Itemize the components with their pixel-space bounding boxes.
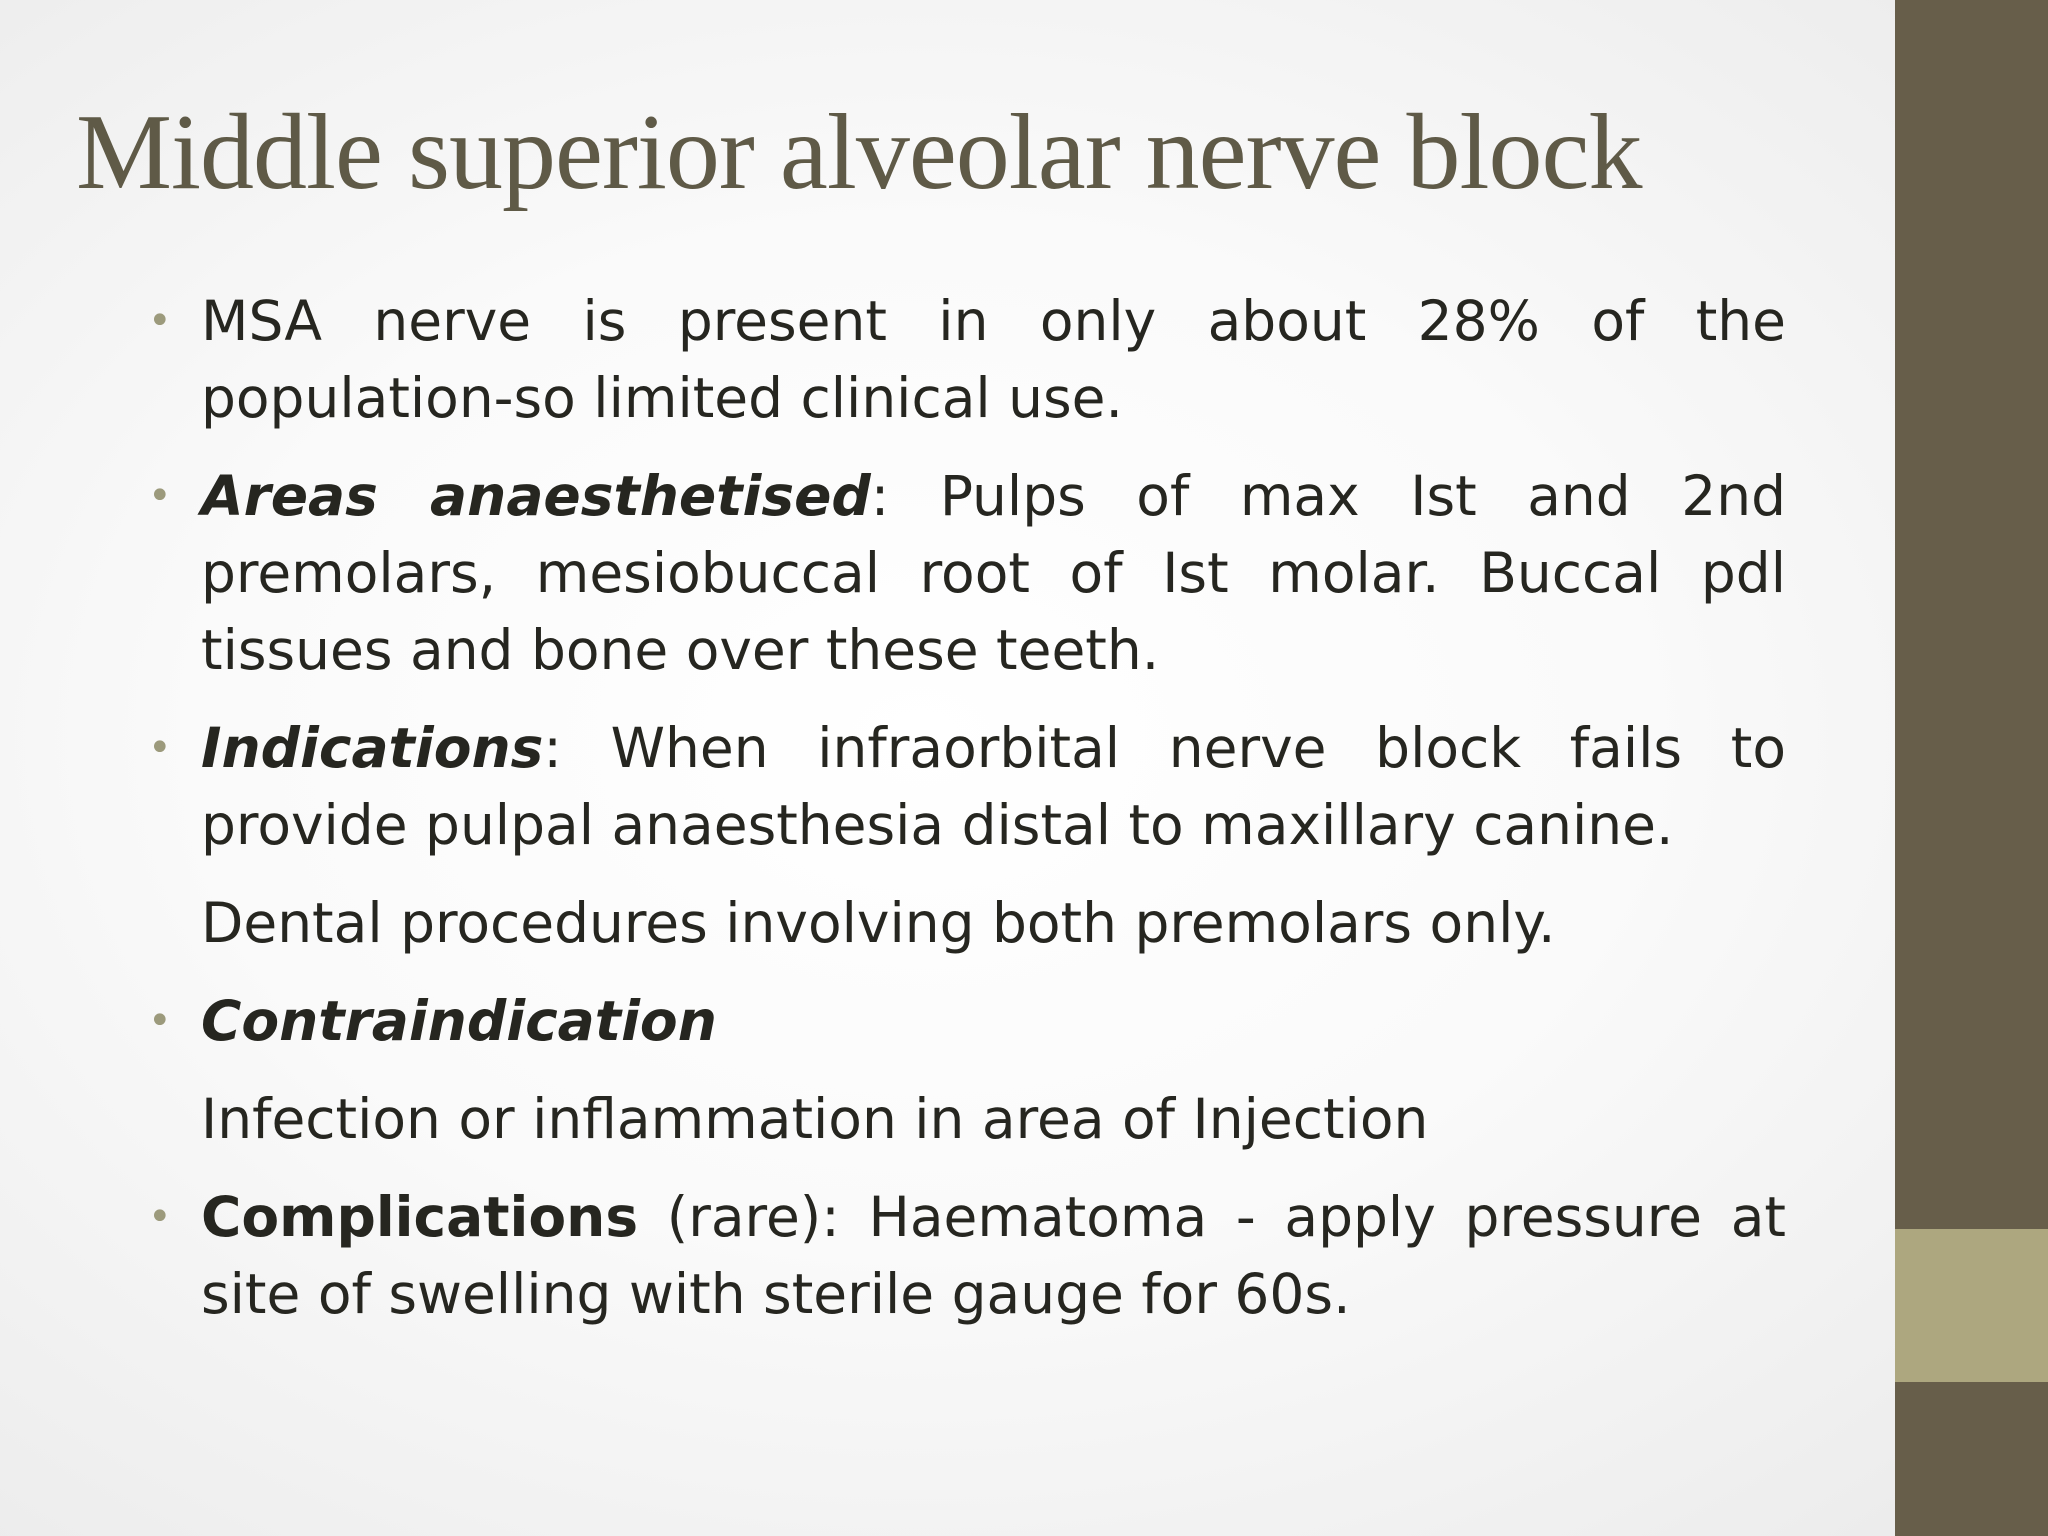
bullet-text: : When infraorbital nerve block fails to provide pulpal anaesthesia distal to maxillary canine. (201, 716, 1786, 857)
indications-extra-paragraph: Dental procedures involving both premolars only. (201, 891, 1556, 955)
bullet-marker: • (148, 298, 172, 344)
bullet-areas-anaesthetised (148, 458, 1786, 689)
bullet-marker: • (148, 473, 172, 519)
bullet-indications (148, 710, 1786, 864)
slide-title: Middle superior alveolar nerve block (76, 93, 1642, 212)
bullet-term: Indications (201, 716, 544, 780)
side-decoration-accent (1895, 1229, 2048, 1382)
bullet-term: Contraindication (201, 989, 717, 1053)
bullet-marker: • (148, 998, 172, 1044)
bullet-text: MSA nerve is present in only about 28% of the population-so limited clinical use. (201, 289, 1786, 430)
bullet-msa-nerve (148, 283, 1786, 437)
contraindication-paragraph: Infection or inflammation in area of Injection (201, 1087, 1429, 1151)
bullet-contraindication (148, 983, 1786, 1060)
bullet-term: Areas anaesthetised (201, 464, 871, 528)
bullet-complications (148, 1179, 1786, 1333)
bullet-text: (rare): Haematoma - apply pressure at site of swelling with sterile gauge for 60s. (201, 1185, 1786, 1326)
bullet-marker: • (148, 1194, 172, 1240)
bullet-marker: • (148, 725, 172, 771)
slide-content (148, 283, 1786, 1333)
bullet-text: : Pulps of max Ist and 2nd premolars, mesiobuccal root of Ist molar. Buccal pdl tissues and bone over these teeth. (201, 464, 1786, 682)
bullet-term: Complications (201, 1185, 639, 1249)
